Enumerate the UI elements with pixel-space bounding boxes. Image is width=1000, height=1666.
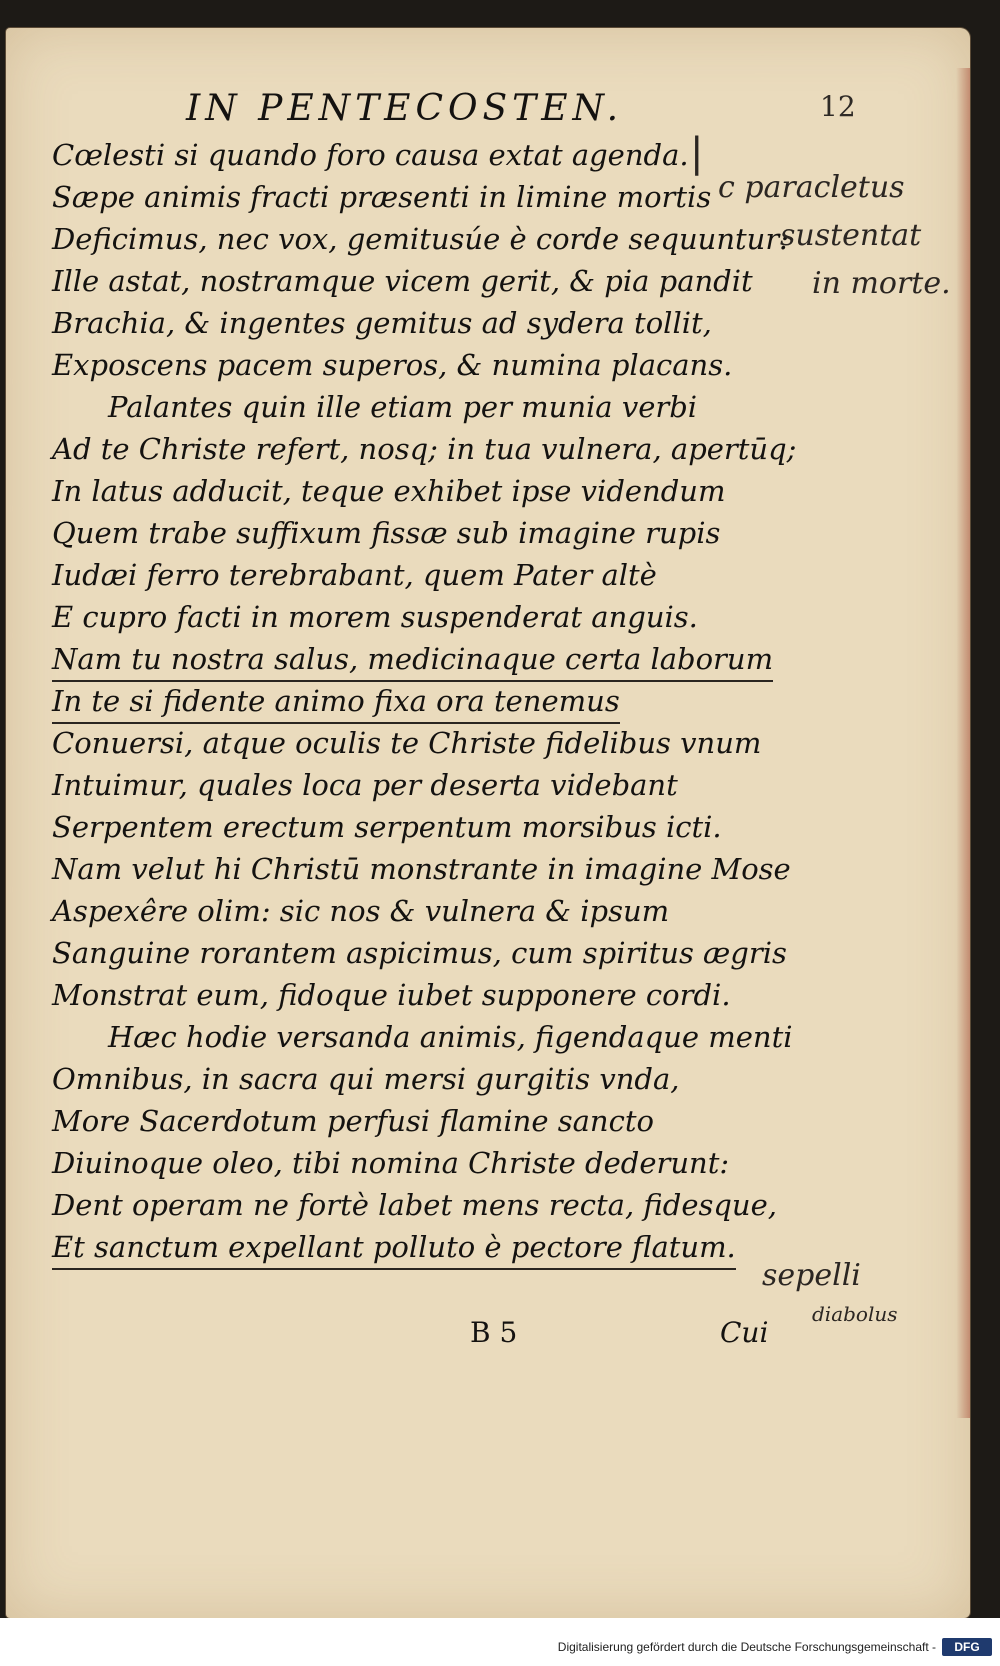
verse-line: Ad te Christe refert, nosq; in tua vulnera, apertūq; [52,432,797,466]
margin-note-in-morte: in morte. [812,266,951,301]
verse-line: Exposcens pacem superos, & numina placans. [52,348,733,382]
margin-note-sustentat: sustentat [780,218,922,253]
verse-line: Aspexêre olim: sic nos & vulnera & ipsum [52,894,670,928]
verse-line: Dent operam ne fortè labet mens recta, fidesque, [52,1188,777,1222]
verse-line: Diuinoque oleo, tibi nomina Christe dederunt: [52,1146,730,1180]
verse-line: Deficimus, nec vox, gemitusúe è corde sequuntur: [52,222,789,256]
verse-line: Conuersi, atque oculis te Christe fidelibus vnum [52,726,762,760]
verse-line: Hæc hodie versanda animis, figendaque menti [108,1020,793,1054]
verse-line: Quem trabe suffixum fissæ sub imagine rupis [52,516,721,550]
verse-line: Brachia, & ingentes gemitus ad sydera tollit, [52,306,712,340]
verse-line: Sanguine rorantem aspicimus, cum spiritus ægris [52,936,787,970]
verse-line: Iudæi ferro terebrabant, quem Pater altè [52,558,657,592]
verse-line-underlined: Nam tu nostra salus, medicinaque certa laborum [52,638,773,682]
running-head: IN PENTECOSTEN. [186,88,624,129]
dfg-logo: DFG [942,1638,992,1656]
signature-mark: B 5 [470,1316,518,1349]
margin-note-sepelli: sepelli [762,1258,861,1293]
margin-bracket-mark: | [690,130,704,176]
verse-line-underlined: Et sanctum expellant polluto è pectore flatum. [52,1226,736,1270]
verse-line: Sæpe animis fracti præsenti in limine mortis [52,180,712,214]
margin-note-diabolus: diabolus [812,1302,898,1326]
verse-line: Intuimur, quales loca per deserta videbant [52,768,678,802]
folio-number: 12 [820,90,856,123]
verse-line: Ille astat, nostramque vicem gerit, & pia pandit [52,264,753,298]
page-edge-stain [956,68,970,1418]
verse-line: E cupro facti in morem suspenderat anguis. [52,600,698,634]
verse-line: Monstrat eum, fidoque iubet supponere cordi. [52,978,731,1012]
margin-note-paracletus: c paracletus [718,170,905,205]
footer-credit: Digitalisierung gefördert durch die Deutsche Forschungsgemeinschaft - [557,1640,936,1654]
verse-line: Nam velut hi Christū monstrante in imagine Mose [52,852,791,886]
catchword: Cui [720,1316,769,1349]
verse-line: In latus adducit, teque exhibet ipse videndum [52,474,726,508]
verse-line: Palantes quin ille etiam per munia verbi [108,390,698,424]
verse-line: Cœlesti si quando foro causa extat agenda. [52,138,689,172]
verse-line: More Sacerdotum perfusi flamine sancto [52,1104,654,1138]
verse-line: Omnibus, in sacra qui mersi gurgitis vnda, [52,1062,680,1096]
verse-line: Serpentem erectum serpentum morsibus icti. [52,810,722,844]
digitization-footer [0,1618,1000,1666]
verse-line-underlined: In te si fidente animo fixa ora tenemus [52,680,620,724]
